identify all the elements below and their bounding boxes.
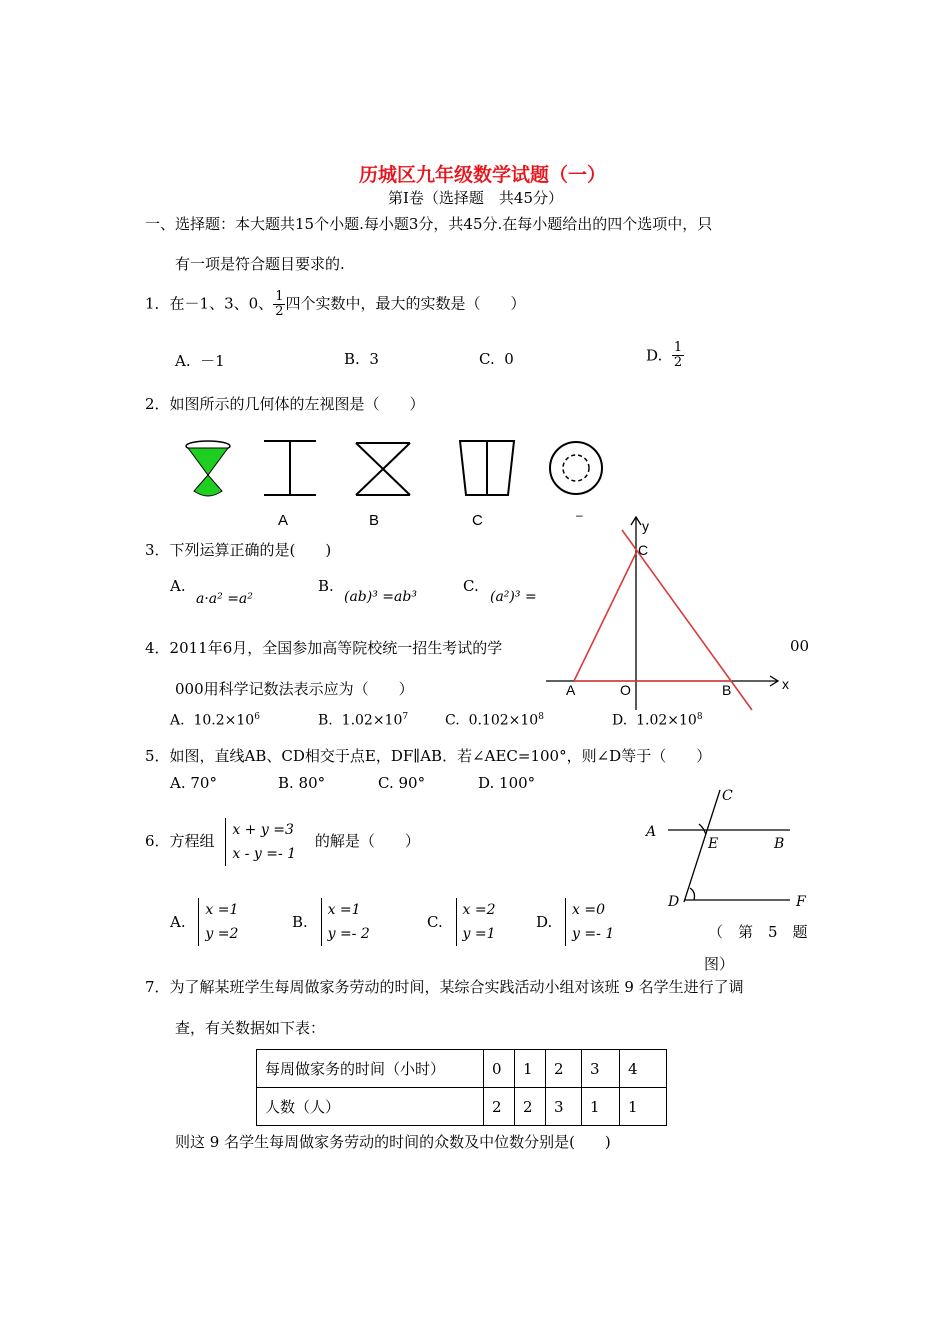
axis-x-label: x (782, 676, 789, 692)
q1-option-b: B. 3 (344, 350, 379, 368)
q1-fraction: $\frac{1}{2}$ (275, 289, 284, 319)
table-cell: 2 (515, 1088, 546, 1126)
question-4: 4．2011年6月，全国参加高等院校统一招生考试的学 (145, 639, 503, 657)
question-2: 2．如图所示的几何体的左视图是（ ） (145, 395, 425, 413)
q6-option-c: C. x =2 y =1 (427, 898, 496, 946)
q2-label-c: C (472, 512, 483, 529)
q5-option-c: C. 90° (378, 774, 426, 792)
q3-option-b-label: B. (318, 577, 334, 595)
q6-suffix: 的解是（ ） (314, 832, 420, 850)
q5-caption-line1: （ 第 5 题 (708, 923, 808, 941)
instructions-line1: 一、选择题：本大题共15个小题.每小题3分，共45分.在每小题给出的四个选项中，只 (145, 215, 713, 233)
line-ac (574, 553, 636, 681)
angle-mark-d (690, 888, 695, 900)
point-c: C (722, 788, 733, 804)
table-cell: 1 (620, 1088, 667, 1126)
q1-suffix: 四个实数中，最大的实数是（ ） (285, 294, 526, 313)
origin-label: O (620, 682, 631, 698)
q5-option-d: D. 100° (478, 774, 536, 792)
hourglass-solid-figure (186, 441, 230, 496)
question-3: 3．下列运算正确的是( ) (145, 541, 332, 559)
table-cell: 0 (484, 1050, 515, 1088)
q6-option-b: B. x =1 y =- 2 (292, 898, 370, 946)
q4-stem-end: 00 (790, 637, 810, 655)
table-cell: 每周做家务的时间（小时） (257, 1050, 484, 1088)
q1-option-a: A. －1 (175, 352, 225, 370)
q4-option-b: B. $1.02\times 10^7$ (318, 712, 409, 729)
table-cell: 4 (620, 1050, 667, 1088)
point-c-label: C (638, 542, 649, 558)
table-cell: 2 (546, 1050, 582, 1088)
question-7-ask: 则这 9 名学生每周做家务劳动的时间的众数及中位数分别是( ) (175, 1133, 611, 1151)
table-cell: 人数（人） (257, 1088, 484, 1126)
q3-option-a-expr: a·a² =a² (196, 591, 253, 607)
q6-stem: 6．方程组 (145, 832, 215, 850)
point-a: A (646, 824, 657, 840)
instructions-line2: 有一项是符合题目要求的. (175, 255, 345, 273)
q1-prefix: 1．在－1、3、0、 (145, 294, 274, 313)
table-cell: 1 (515, 1050, 546, 1088)
coordinate-graph (540, 505, 800, 720)
q5-option-a: A. 70° (170, 774, 217, 792)
table-row (257, 1088, 667, 1126)
option-c-figure (460, 441, 514, 495)
table-cell: 1 (582, 1088, 620, 1126)
option-b-figure (356, 443, 410, 495)
q1-option-d: D. $\frac{1}{2}$ (646, 340, 683, 370)
point-d: D (668, 894, 680, 910)
q4-option-d: D. $1.02\times 10^8$ (612, 712, 703, 729)
option-d-figure (550, 442, 602, 494)
q5-figure (640, 780, 815, 915)
table-cell: 3 (546, 1088, 582, 1126)
question-1 (145, 290, 525, 319)
point-f: F (796, 894, 806, 910)
point-b-label: B (722, 682, 732, 698)
q1-option-c: C. 0 (479, 350, 514, 368)
section-subtitle: 第Ⅰ卷（选择题 共45分） (388, 189, 564, 207)
option-a-figure (264, 441, 316, 495)
question-7-line1: 7．为了解某班学生每周做家务劳动的时间，某综合实践活动小组对该班 9 名学生进行了调 (145, 978, 744, 996)
q2-label-b: B (369, 512, 380, 529)
q3-option-a-label: A. (170, 577, 186, 595)
q5-caption-line2: 图） (704, 955, 735, 973)
q6-option-d: D. x =0 y =- 1 (536, 898, 614, 946)
axis-y-label: y (642, 518, 649, 534)
q5-option-b: B. 80° (278, 774, 326, 792)
q2-label-a: A (278, 512, 289, 529)
question-5: 5．如图，直线AB、CD相交于点E，DF∥AB．若∠AEC=100°，则∠D等于（ ） (145, 747, 712, 765)
q7-table (256, 1049, 667, 1126)
point-b: B (774, 836, 785, 852)
q3-option-c-expr: (a²)³ = (490, 589, 537, 605)
page-title: 历城区九年级数学试题（一） (359, 164, 607, 186)
q6-system: x + y =3 x - y =- 1 (225, 818, 296, 866)
question-7-line2: 查，有关数据如下表： (175, 1019, 326, 1037)
table-cell: 2 (484, 1088, 515, 1126)
q6-option-a: A. x =1 y =2 (170, 898, 238, 946)
table-cell: 3 (582, 1050, 620, 1088)
q4-option-c: C. $0.102\times 10^8$ (445, 712, 544, 729)
point-e: E (708, 836, 719, 852)
question-6 (145, 818, 420, 866)
table-row (257, 1050, 667, 1088)
q4-line2: 000用科学记数法表示应为（ ） (175, 680, 414, 698)
q2-figures (180, 435, 620, 505)
point-a-label: A (566, 682, 576, 698)
q4-option-a: A. $10.2\times 10^6$ (170, 712, 260, 729)
stray-dash: – (576, 508, 583, 522)
q3-option-b-expr: (ab)³ =ab³ (344, 589, 417, 605)
q3-option-c-label: C. (463, 577, 479, 595)
